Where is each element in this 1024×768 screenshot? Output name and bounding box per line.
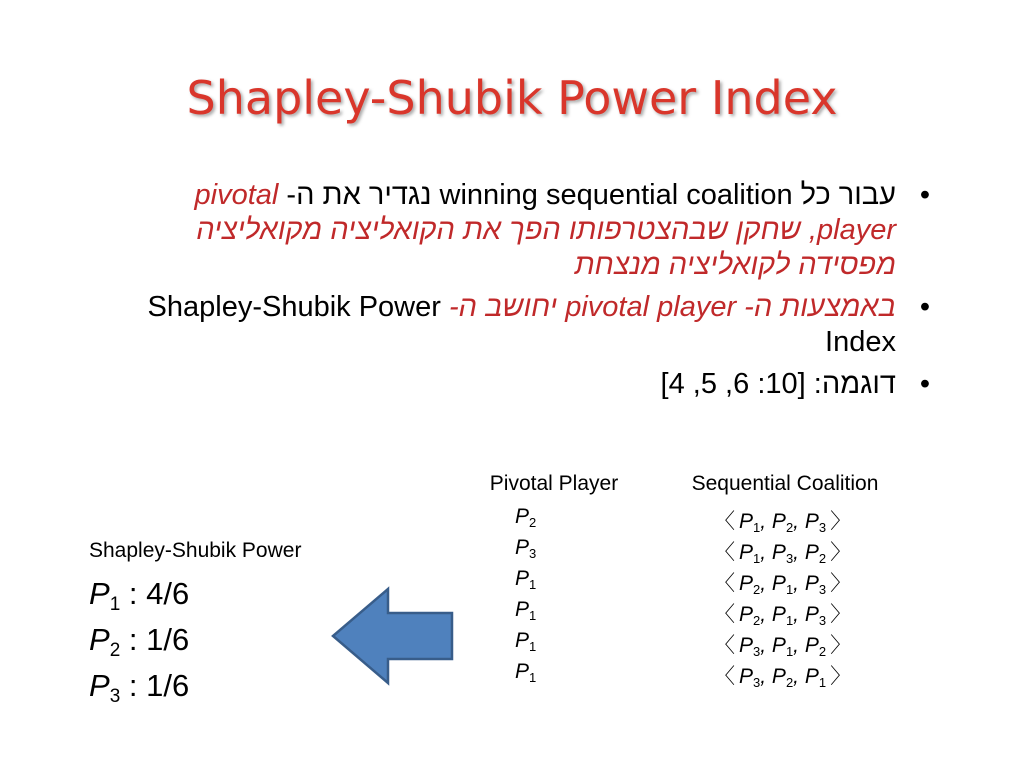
- table-row: [455, 660, 925, 691]
- bullet-text-en: winning sequential coalition: [439, 179, 793, 211]
- bullet-highlight: באמצעות ה- pivotal player יחושב ה-: [440, 291, 896, 323]
- pivot-cell: $P_1$: [515, 598, 537, 623]
- power-value-row: $P_2$ : 1/6: [89, 622, 190, 661]
- bullet-dot: •: [919, 291, 930, 323]
- table-row: [455, 567, 925, 598]
- pivot-cell: $P_1$: [515, 567, 537, 592]
- table-row: [455, 505, 925, 536]
- power-value-row: $P_1$ : 4/6: [89, 576, 190, 615]
- coalition-cell: 〈 $P_3$, $P_2$, $P_1$ 〉: [714, 665, 852, 690]
- header-sequential-coalition: Sequential Coalition: [691, 472, 879, 495]
- slide-title: Shapley-Shubik Power Index: [186, 71, 838, 125]
- pivot-cell: $P_2$: [515, 505, 537, 530]
- bullet-item: [100, 290, 932, 360]
- bullet-text: דוגמה: [10: 6, 5, 4]: [660, 368, 896, 400]
- power-value-row: $P_3$ : 1/6: [89, 668, 190, 707]
- bullet-dot: •: [919, 368, 930, 400]
- bullet-item: [100, 178, 932, 283]
- bullet-highlight: pivotal player, שחקן שבהצטרפותו הפך את הקואליציה מקואליציה מפסידה לקואליציה מנצחת: [194, 179, 896, 281]
- bullet-list: [100, 178, 932, 409]
- bullet-text: עבור כל: [792, 179, 896, 211]
- header-pivotal-player: Pivotal Player: [489, 472, 619, 495]
- coalition-cell: 〈 $P_3$, $P_1$, $P_2$ 〉: [714, 634, 852, 659]
- coalition-cell: 〈 $P_2$, $P_1$, $P_3$ 〉: [714, 572, 852, 597]
- coalition-cell: 〈 $P_1$, $P_2$, $P_3$ 〉: [714, 510, 852, 535]
- table-row: [455, 598, 925, 629]
- bullet-dot: •: [919, 179, 930, 211]
- left-arrow-icon: [330, 586, 456, 686]
- coalition-cell: 〈 $P_1$, $P_3$, $P_2$ 〉: [714, 541, 852, 566]
- bullet-text: נגדיר את ה-: [278, 179, 440, 211]
- table-row: [455, 629, 925, 660]
- bullet-text-en: Shapley-Shubik Power Index: [147, 291, 896, 358]
- coalition-cell: 〈 $P_2$, $P_1$, $P_3$ 〉: [714, 603, 852, 628]
- power-heading: Shapley-Shubik Power: [89, 539, 302, 562]
- pivot-cell: $P_1$: [515, 629, 537, 654]
- bullet-item: [100, 367, 932, 402]
- pivot-cell: $P_1$: [515, 660, 537, 685]
- table-row: [455, 536, 925, 567]
- pivot-cell: $P_3$: [515, 536, 537, 561]
